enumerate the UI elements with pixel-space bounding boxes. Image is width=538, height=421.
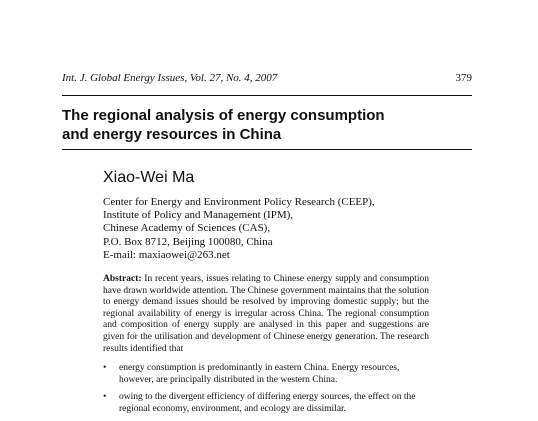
- title-top-rule: [62, 95, 472, 96]
- findings-list: [103, 363, 429, 421]
- abstract: [103, 274, 429, 355]
- title-line-2: and energy resources in China: [62, 126, 282, 143]
- page-number: 379: [455, 72, 472, 84]
- bullet-icon: •: [103, 363, 107, 373]
- bullet-icon: •: [103, 392, 107, 403]
- affiliation-email: E-mail: maxiaowei@263.net: [103, 248, 230, 261]
- affiliation-line: Center for Energy and Environment Policy Research (CEEP),: [103, 196, 375, 208]
- paper-title: [62, 106, 472, 144]
- affiliation-line: Chinese Academy of Sciences (CAS),: [103, 222, 271, 235]
- list-item: [103, 363, 429, 386]
- abstract-label: Abstract:: [103, 274, 142, 284]
- abstract-text: In recent years, issues relating to Chinese energy supply and consumption have drawn worldwide attention. The Chinese government maintains that the solution to energy demand issues should be resolved by improving domestic supply; but the regional availability of energy is irregular across China. The regional consumption and composition of energy supply are analysed in this paper and suggestions are given for the utilisation and development of Chinese energy generation. The research results identified that: [103, 274, 429, 354]
- affiliation-line: P.O. Box 8712, Beijing 100080, China: [103, 235, 273, 248]
- list-item-text: owing to the divergent efficiency of differing energy sources, the effect on the regional economy, environment, and ecology are dissimilar.: [119, 392, 416, 414]
- author-name: Xiao-Wei Ma: [103, 169, 195, 186]
- title-line-1: The regional analysis of energy consumption: [62, 107, 385, 124]
- title-bottom-rule: [62, 149, 472, 150]
- author-affiliation: [103, 196, 463, 262]
- journal-citation: Int. J. Global Energy Issues, Vol. 27, No. 4, 2007: [62, 72, 278, 84]
- affiliation-line: Institute of Policy and Management (IPM),: [103, 209, 294, 222]
- running-head: [62, 72, 472, 84]
- list-item: [103, 392, 429, 415]
- list-item-text: energy consumption is predominantly in eastern China. Energy resources, however, are principally distributed in the western China.: [119, 363, 400, 385]
